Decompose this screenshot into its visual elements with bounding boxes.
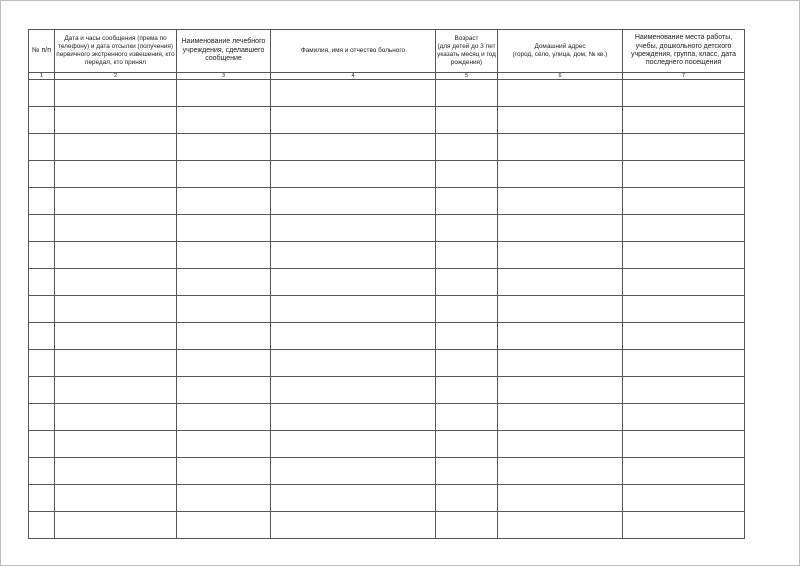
table-cell[interactable]: [271, 512, 436, 539]
table-row: [29, 296, 745, 323]
table-cell[interactable]: [271, 350, 436, 377]
table-cell[interactable]: [29, 188, 55, 215]
table-cell[interactable]: [177, 80, 271, 107]
table-cell[interactable]: [55, 242, 177, 269]
table-cell[interactable]: [498, 134, 623, 161]
table-cell[interactable]: [29, 512, 55, 539]
address-note: (город, село, улица, дом, № кв.): [512, 51, 608, 58]
table-cell[interactable]: [498, 404, 623, 431]
table-cell[interactable]: [623, 161, 745, 188]
column-header-home-address: [498, 30, 623, 73]
table-cell[interactable]: [29, 242, 55, 269]
table-cell[interactable]: [498, 377, 623, 404]
table-cell[interactable]: [177, 215, 271, 242]
table-cell[interactable]: [271, 485, 436, 512]
table-cell[interactable]: [55, 458, 177, 485]
table-cell[interactable]: [436, 296, 498, 323]
column-number: 3: [177, 73, 271, 80]
table-cell[interactable]: [436, 242, 498, 269]
table-row: [29, 458, 745, 485]
column-header-row-number: № п/п: [29, 30, 55, 73]
table-cell[interactable]: [55, 107, 177, 134]
table-cell[interactable]: [177, 377, 271, 404]
table-cell[interactable]: [498, 161, 623, 188]
table-cell[interactable]: [177, 404, 271, 431]
table-cell[interactable]: [55, 269, 177, 296]
table-row: [29, 323, 745, 350]
table-cell[interactable]: [623, 404, 745, 431]
column-header-message-datetime: Дата и часы сообщения (према по телефону) и дата отсылки (получения) первичного экстренного извешения, кто передал, кто принял: [55, 30, 177, 73]
table-cell[interactable]: [29, 269, 55, 296]
table-cell[interactable]: [271, 404, 436, 431]
table-cell[interactable]: [498, 431, 623, 458]
table-cell[interactable]: [436, 134, 498, 161]
table-cell[interactable]: [271, 188, 436, 215]
table-cell[interactable]: [498, 458, 623, 485]
table-cell[interactable]: [623, 485, 745, 512]
table-cell[interactable]: [623, 215, 745, 242]
header-row: [29, 30, 745, 73]
table-cell[interactable]: [436, 188, 498, 215]
table-cell[interactable]: [623, 242, 745, 269]
table-cell[interactable]: [55, 377, 177, 404]
table-cell[interactable]: [436, 404, 498, 431]
table-cell[interactable]: [55, 215, 177, 242]
table-cell[interactable]: [498, 350, 623, 377]
table-cell[interactable]: [55, 323, 177, 350]
table-cell[interactable]: [623, 134, 745, 161]
table-cell[interactable]: [55, 161, 177, 188]
table-cell[interactable]: [498, 269, 623, 296]
age-note: (для детей до 3 лет указать месяц и год рождения): [437, 43, 496, 66]
table-row: [29, 269, 745, 296]
table-cell[interactable]: [271, 458, 436, 485]
table-cell[interactable]: [271, 431, 436, 458]
table-cell[interactable]: [271, 296, 436, 323]
table-cell[interactable]: [498, 323, 623, 350]
column-header-age: [436, 30, 498, 73]
table-cell[interactable]: [271, 323, 436, 350]
table-cell[interactable]: [29, 215, 55, 242]
table-cell[interactable]: [623, 296, 745, 323]
table-cell[interactable]: [271, 134, 436, 161]
table-cell[interactable]: [498, 80, 623, 107]
table-cell[interactable]: [436, 350, 498, 377]
age-title: Возраст: [454, 35, 479, 43]
column-header-patient-name: Фамилия, имя и отчество больного: [271, 30, 436, 73]
table-cell[interactable]: [436, 80, 498, 107]
table-cell[interactable]: [436, 269, 498, 296]
table-row: [29, 161, 745, 188]
table-cell[interactable]: [271, 269, 436, 296]
table-cell[interactable]: [55, 188, 177, 215]
table-cell[interactable]: [29, 350, 55, 377]
table-cell[interactable]: [29, 377, 55, 404]
table-cell[interactable]: [177, 107, 271, 134]
table-cell[interactable]: [498, 512, 623, 539]
table-cell[interactable]: [623, 188, 745, 215]
table-cell[interactable]: [55, 80, 177, 107]
column-header-medical-institution: Наименование лечебного учреждения, сделавшего сообщение: [177, 30, 271, 73]
table-row: [29, 188, 745, 215]
table-cell[interactable]: [271, 80, 436, 107]
table-cell[interactable]: [29, 485, 55, 512]
table-cell[interactable]: [436, 161, 498, 188]
table-row: [29, 512, 745, 539]
table-cell[interactable]: [177, 269, 271, 296]
table-row: [29, 350, 745, 377]
table-row: [29, 242, 745, 269]
table-cell[interactable]: [436, 215, 498, 242]
journal-table: [28, 29, 745, 539]
table-cell[interactable]: [436, 323, 498, 350]
table-cell[interactable]: [623, 377, 745, 404]
table-cell[interactable]: [55, 404, 177, 431]
table-cell[interactable]: [623, 458, 745, 485]
table-cell[interactable]: [177, 161, 271, 188]
table-row: [29, 80, 745, 107]
table-row: [29, 107, 745, 134]
table-row: [29, 404, 745, 431]
table-cell[interactable]: [177, 188, 271, 215]
table-cell[interactable]: [436, 458, 498, 485]
table-row: [29, 134, 745, 161]
table-cell[interactable]: [498, 296, 623, 323]
table-cell[interactable]: [436, 512, 498, 539]
table-cell[interactable]: [498, 485, 623, 512]
table-cell[interactable]: [177, 296, 271, 323]
table-cell[interactable]: [29, 431, 55, 458]
table-cell[interactable]: [177, 323, 271, 350]
table-cell[interactable]: [623, 80, 745, 107]
table-row: [29, 377, 745, 404]
column-number: 6: [498, 73, 623, 80]
table-cell[interactable]: [29, 134, 55, 161]
table-cell[interactable]: [177, 134, 271, 161]
address-title: Домашний адрес: [534, 43, 586, 51]
table-cell[interactable]: [623, 269, 745, 296]
table-cell[interactable]: [623, 431, 745, 458]
table-row: [29, 215, 745, 242]
column-header-workplace: Наименование места работы, учебы, дошкольного детского учреждения, группа, класс, дата последнего посещения: [623, 30, 745, 73]
table-row: [29, 431, 745, 458]
table-row: [29, 485, 745, 512]
column-number-row: [29, 73, 745, 80]
table-cell[interactable]: [436, 431, 498, 458]
table-cell[interactable]: [29, 404, 55, 431]
table-cell[interactable]: [177, 512, 271, 539]
table-cell[interactable]: [55, 485, 177, 512]
table-cell[interactable]: [623, 323, 745, 350]
table-cell[interactable]: [29, 323, 55, 350]
table-cell[interactable]: [623, 512, 745, 539]
table-cell[interactable]: [29, 296, 55, 323]
table-cell[interactable]: [271, 161, 436, 188]
table-cell[interactable]: [436, 107, 498, 134]
table-cell[interactable]: [498, 242, 623, 269]
table-cell[interactable]: [177, 458, 271, 485]
table-cell[interactable]: [29, 458, 55, 485]
table-cell[interactable]: [177, 431, 271, 458]
table-cell[interactable]: [436, 377, 498, 404]
table-cell[interactable]: [177, 242, 271, 269]
journal-body: [29, 80, 745, 539]
table-cell[interactable]: [55, 134, 177, 161]
table-cell[interactable]: [271, 107, 436, 134]
table-cell[interactable]: [29, 107, 55, 134]
table-cell[interactable]: [29, 80, 55, 107]
table-cell[interactable]: [498, 188, 623, 215]
table-cell[interactable]: [436, 485, 498, 512]
table-cell[interactable]: [498, 107, 623, 134]
table-cell[interactable]: [177, 350, 271, 377]
table-cell[interactable]: [55, 512, 177, 539]
table-cell[interactable]: [55, 296, 177, 323]
table-cell[interactable]: [498, 215, 623, 242]
table-cell[interactable]: [271, 242, 436, 269]
table-cell[interactable]: [177, 485, 271, 512]
column-number: 7: [623, 73, 745, 80]
table-cell[interactable]: [29, 161, 55, 188]
table-cell[interactable]: [55, 350, 177, 377]
column-number: 5: [436, 73, 498, 80]
column-number: 1: [29, 73, 55, 80]
table-cell[interactable]: [623, 350, 745, 377]
table-cell[interactable]: [55, 431, 177, 458]
table-cell[interactable]: [271, 215, 436, 242]
column-number: 2: [55, 73, 177, 80]
column-number: 4: [271, 73, 436, 80]
table-cell[interactable]: [271, 377, 436, 404]
table-cell[interactable]: [623, 107, 745, 134]
